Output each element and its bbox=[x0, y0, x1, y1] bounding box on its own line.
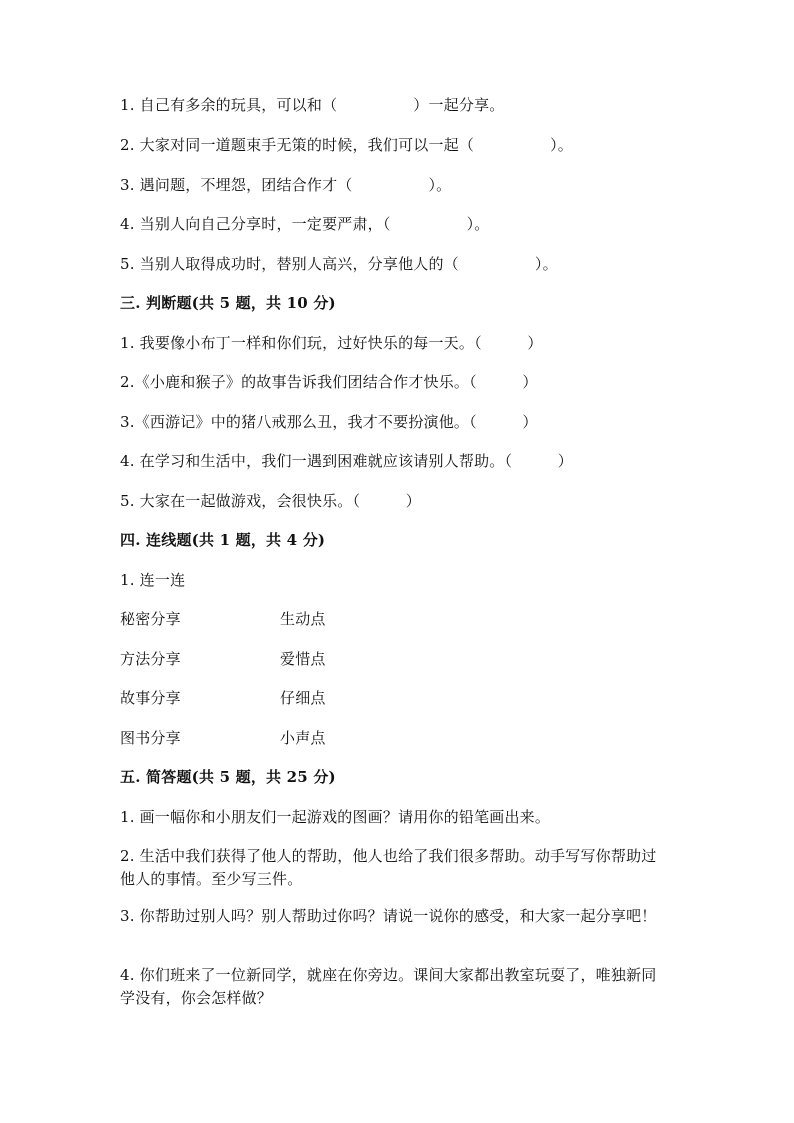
match-left-item: 图书分享 bbox=[120, 729, 181, 747]
fill-blank-item-2: 2. 大家对同一道题束手无策的时候，我们可以一起（ ）。 bbox=[120, 136, 573, 154]
short-answer-item-4: 4. 你们班来了一位新同学，就座在你旁边。课间大家都出教室玩耍了，唯独新同学没有，你会怎样做？ bbox=[120, 966, 657, 1007]
fill-blank-item-3: 3. 遇问题，不埋怨，团结合作才（ ）。 bbox=[120, 176, 452, 194]
judge-item-1: 1. 我要像小布丁一样和你们玩，过好快乐的每一天。（ ） bbox=[120, 334, 543, 352]
match-row bbox=[120, 687, 520, 709]
match-row bbox=[120, 608, 520, 630]
match-right-item: 仔细点 bbox=[280, 689, 326, 707]
short-answer-item-1: 1. 画一幅你和小朋友们一起游戏的图画？请用你的铅笔画出来。 bbox=[120, 808, 551, 826]
match-right-item: 生动点 bbox=[280, 610, 326, 628]
judge-item-3: 3.《西游记》中的猪八戒那么丑，我才不要扮演他。（ ） bbox=[120, 413, 538, 431]
match-left-item: 方法分享 bbox=[120, 650, 181, 668]
match-left-item: 故事分享 bbox=[120, 689, 181, 707]
match-left-item: 秘密分享 bbox=[120, 610, 181, 628]
match-row bbox=[120, 727, 520, 749]
short-answer-item-3: 3. 你帮助过别人吗？别人帮助过你吗？请说一说你的感受，和大家一起分享吧！ bbox=[120, 907, 657, 925]
short-answer-item-2: 2. 生活中我们获得了他人的帮助，他人也给了我们很多帮助。动手写写你帮助过他人的事情。至少写三件。 bbox=[120, 847, 657, 888]
section-3-title: 三. 判断题(共 5 题，共 10 分) bbox=[120, 294, 336, 312]
fill-blank-item-5: 5. 当别人取得成功时，替别人高兴，分享他人的（ ）。 bbox=[120, 255, 558, 273]
judge-item-4: 4. 在学习和生活中，我们一遇到困难就应该请别人帮助。（ ） bbox=[120, 452, 573, 470]
fill-blank-item-4: 4. 当别人向自己分享时，一定要严肃，（ ）。 bbox=[120, 215, 490, 233]
judge-item-5: 5. 大家在一起做游戏，会很快乐。（ ） bbox=[120, 492, 421, 510]
fill-blank-item-1: 1. 自己有多余的玩具，可以和（ ）一起分享。 bbox=[120, 96, 505, 114]
match-row bbox=[120, 648, 520, 670]
match-right-item: 爱惜点 bbox=[280, 650, 326, 668]
section-5-title: 五. 简答题(共 5 题，共 25 分) bbox=[120, 768, 336, 786]
section-4-title: 四. 连线题(共 1 题，共 4 分) bbox=[120, 531, 326, 549]
match-question: 1. 连一连 bbox=[120, 571, 186, 589]
match-right-item: 小声点 bbox=[280, 729, 326, 747]
judge-item-2: 2.《小鹿和猴子》的故事告诉我们团结合作才快乐。（ ） bbox=[120, 373, 538, 391]
